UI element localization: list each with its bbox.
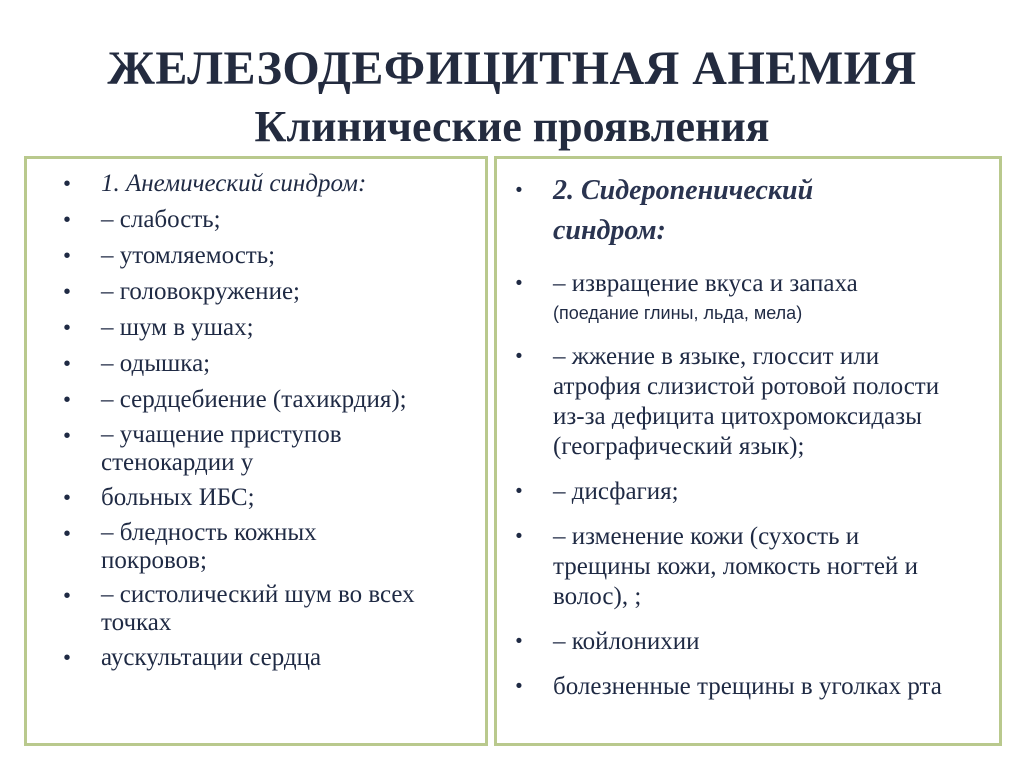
list-item-text: – головокружение; [101, 278, 300, 305]
list-item [57, 277, 487, 307]
list-item-line: – изменение кожи (сухость и [553, 523, 860, 550]
bullet-icon: • [515, 526, 523, 547]
bullet-icon: • [63, 585, 71, 607]
list-item-text [101, 421, 487, 477]
list-item-line: атрофия слизистой ротовой полости [553, 373, 940, 400]
list-item-text: больных ИБС; [101, 484, 255, 511]
list-item [57, 483, 487, 513]
list-item [57, 385, 487, 415]
bullet-icon: • [63, 173, 71, 195]
list-item [509, 672, 999, 702]
list-item [509, 269, 999, 327]
list-item [509, 522, 999, 612]
list-item [57, 421, 487, 477]
list-item-text [101, 519, 487, 575]
list-item-text: – одышка; [101, 350, 211, 377]
list-item [57, 205, 487, 235]
bullet-icon: • [515, 273, 523, 294]
bullet-icon: • [63, 487, 71, 509]
list-item [57, 349, 487, 379]
list-item-line: покровов; [101, 547, 207, 574]
list-item-line: – койлонихии [553, 628, 700, 655]
list-item [57, 313, 487, 343]
bullet-icon: • [63, 209, 71, 231]
page-title: ЖЕЛЕЗОДЕФИЦИТНАЯ АНЕМИЯ [107, 42, 917, 95]
sideropenic-syndrome-list [509, 171, 999, 717]
list-item [57, 241, 487, 271]
bullet-icon: • [63, 523, 71, 545]
list-item-line: трещины кожи, ломкость ногтей и [553, 553, 918, 580]
bullet-icon: • [63, 353, 71, 375]
list-item [57, 169, 487, 199]
list-item-text: аускультации сердца [101, 644, 322, 671]
list-item-line: – учащение приступов [101, 421, 342, 448]
list-item [509, 627, 999, 657]
list-item-line: болезненные трещины в уголках рта [553, 673, 942, 700]
bullet-icon: • [515, 631, 523, 652]
bullet-icon: • [515, 180, 523, 201]
list-item-line: волос), ; [553, 583, 642, 610]
list-item [509, 342, 999, 462]
list-item-line: (географический язык); [553, 433, 805, 460]
list-item-text [101, 581, 487, 637]
list-item [57, 643, 487, 673]
bullet-icon: • [515, 346, 523, 367]
sideropenic-syndrome-heading [553, 171, 999, 251]
list-item [509, 477, 999, 507]
heading-line: синдром: [553, 215, 666, 246]
bullet-icon: • [515, 481, 523, 502]
list-item-text: – слабость; [101, 206, 221, 233]
anemic-syndrome-heading: 1. Анемический синдром: [101, 170, 367, 197]
bullet-icon: • [63, 389, 71, 411]
list-item-line: – систолический шум во всех [101, 581, 415, 608]
list-item-line: стенокардии у [101, 449, 254, 476]
bullet-icon: • [63, 647, 71, 669]
list-item-text: – сердцебиение (тахикрдия); [101, 386, 407, 413]
list-item-line: из-за дефицита цитохромоксидазы [553, 403, 922, 430]
bullet-icon: • [63, 281, 71, 303]
list-item-line: точках [101, 609, 172, 636]
list-item-note: (поедание глины, льда, мела) [553, 303, 803, 323]
page-subtitle: Клинические проявления [254, 102, 770, 151]
anemic-syndrome-box [24, 156, 488, 746]
list-item-text: – извращение вкуса и запаха [553, 270, 858, 297]
bullet-icon: • [63, 245, 71, 267]
bullet-icon: • [63, 425, 71, 447]
list-item-line: – жжение в языке, глоссит или [553, 343, 880, 370]
list-item-text: – шум в ушах; [101, 314, 254, 341]
list-item [57, 519, 487, 575]
list-item [509, 171, 999, 251]
anemic-syndrome-list [57, 169, 487, 679]
list-item-text: – утомляемость; [101, 242, 276, 269]
sideropenic-syndrome-box [494, 156, 1002, 746]
bullet-icon: • [63, 317, 71, 339]
list-item-line: – дисфагия; [553, 478, 679, 505]
heading-line: 2. Сидеропенический [553, 175, 814, 206]
list-item-line: – бледность кожных [101, 519, 317, 546]
list-item [57, 581, 487, 637]
bullet-icon: • [515, 676, 523, 697]
